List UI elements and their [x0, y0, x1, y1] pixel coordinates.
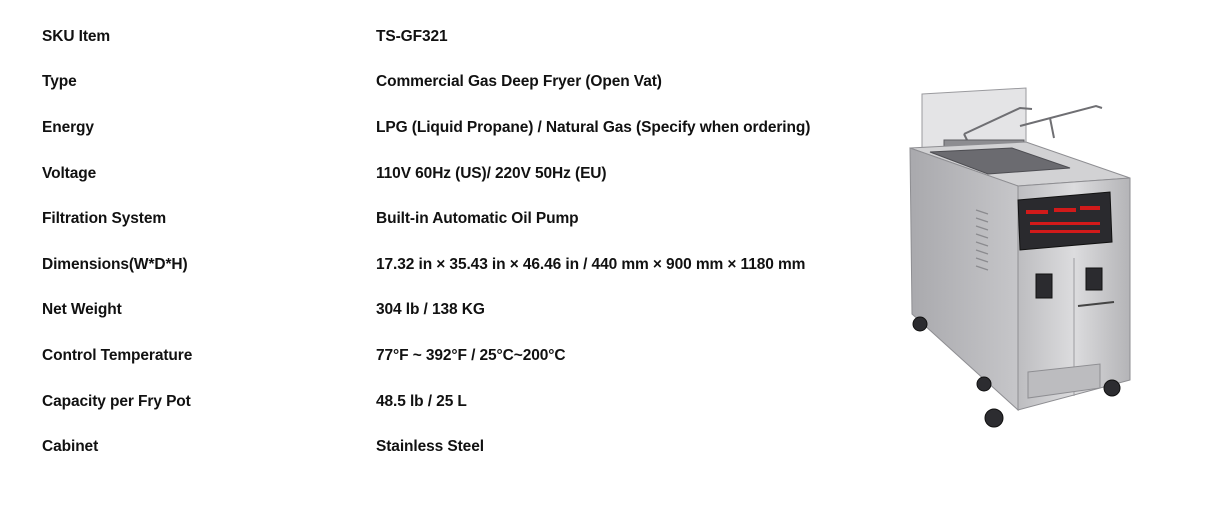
- spec-row-voltage: [42, 151, 810, 197]
- spec-row-cabinet: [42, 424, 810, 470]
- spec-value: 304 lb / 138 KG: [376, 301, 485, 319]
- spec-row-temperature: [42, 333, 810, 379]
- basket-handle-right: [1020, 106, 1102, 138]
- door-handle-right: [1086, 268, 1102, 290]
- spec-row-capacity: [42, 379, 810, 425]
- spec-label: Energy: [42, 118, 94, 136]
- spec-row-sku: [42, 14, 810, 60]
- spec-value: TS-GF321: [376, 27, 448, 45]
- spec-value: 77°F ~ 392°F / 25°C~200°C: [376, 346, 566, 364]
- spec-label: Control Temperature: [42, 346, 193, 364]
- spec-table: [42, 14, 810, 470]
- spec-row-dimensions: [42, 242, 810, 288]
- spec-value: Built-in Automatic Oil Pump: [376, 210, 579, 228]
- spec-label: Cabinet: [42, 438, 99, 456]
- spec-label: Voltage: [42, 164, 97, 182]
- spec-value: 110V 60Hz (US)/ 220V 50Hz (EU): [376, 164, 607, 182]
- spec-label: Filtration System: [42, 210, 167, 228]
- spec-label: SKU Item: [42, 27, 111, 45]
- spec-value: LPG (Liquid Propane) / Natural Gas (Specify when ordering): [376, 118, 811, 136]
- control-panel: [1018, 192, 1112, 250]
- spec-label: Capacity per Fry Pot: [42, 392, 191, 410]
- spec-row-weight: [42, 288, 810, 334]
- spec-value: Stainless Steel: [376, 438, 484, 456]
- spec-value: 48.5 lb / 25 L: [376, 392, 467, 410]
- spec-value: 17.32 in × 35.43 in × 46.46 in / 440 mm × 900 mm × 1180 mm: [376, 255, 806, 273]
- fryer-product-image: [900, 82, 1140, 432]
- cabinet-side: [910, 148, 1018, 410]
- spec-label: Net Weight: [42, 301, 122, 319]
- spec-row-filtration: [42, 196, 810, 242]
- spec-row-type: [42, 60, 810, 106]
- spec-label: Dimensions(W*D*H): [42, 255, 188, 273]
- spec-label: Type: [42, 73, 77, 91]
- spec-row-energy: [42, 105, 810, 151]
- door-handle-left: [1036, 274, 1052, 298]
- spec-value: Commercial Gas Deep Fryer (Open Vat): [376, 73, 662, 91]
